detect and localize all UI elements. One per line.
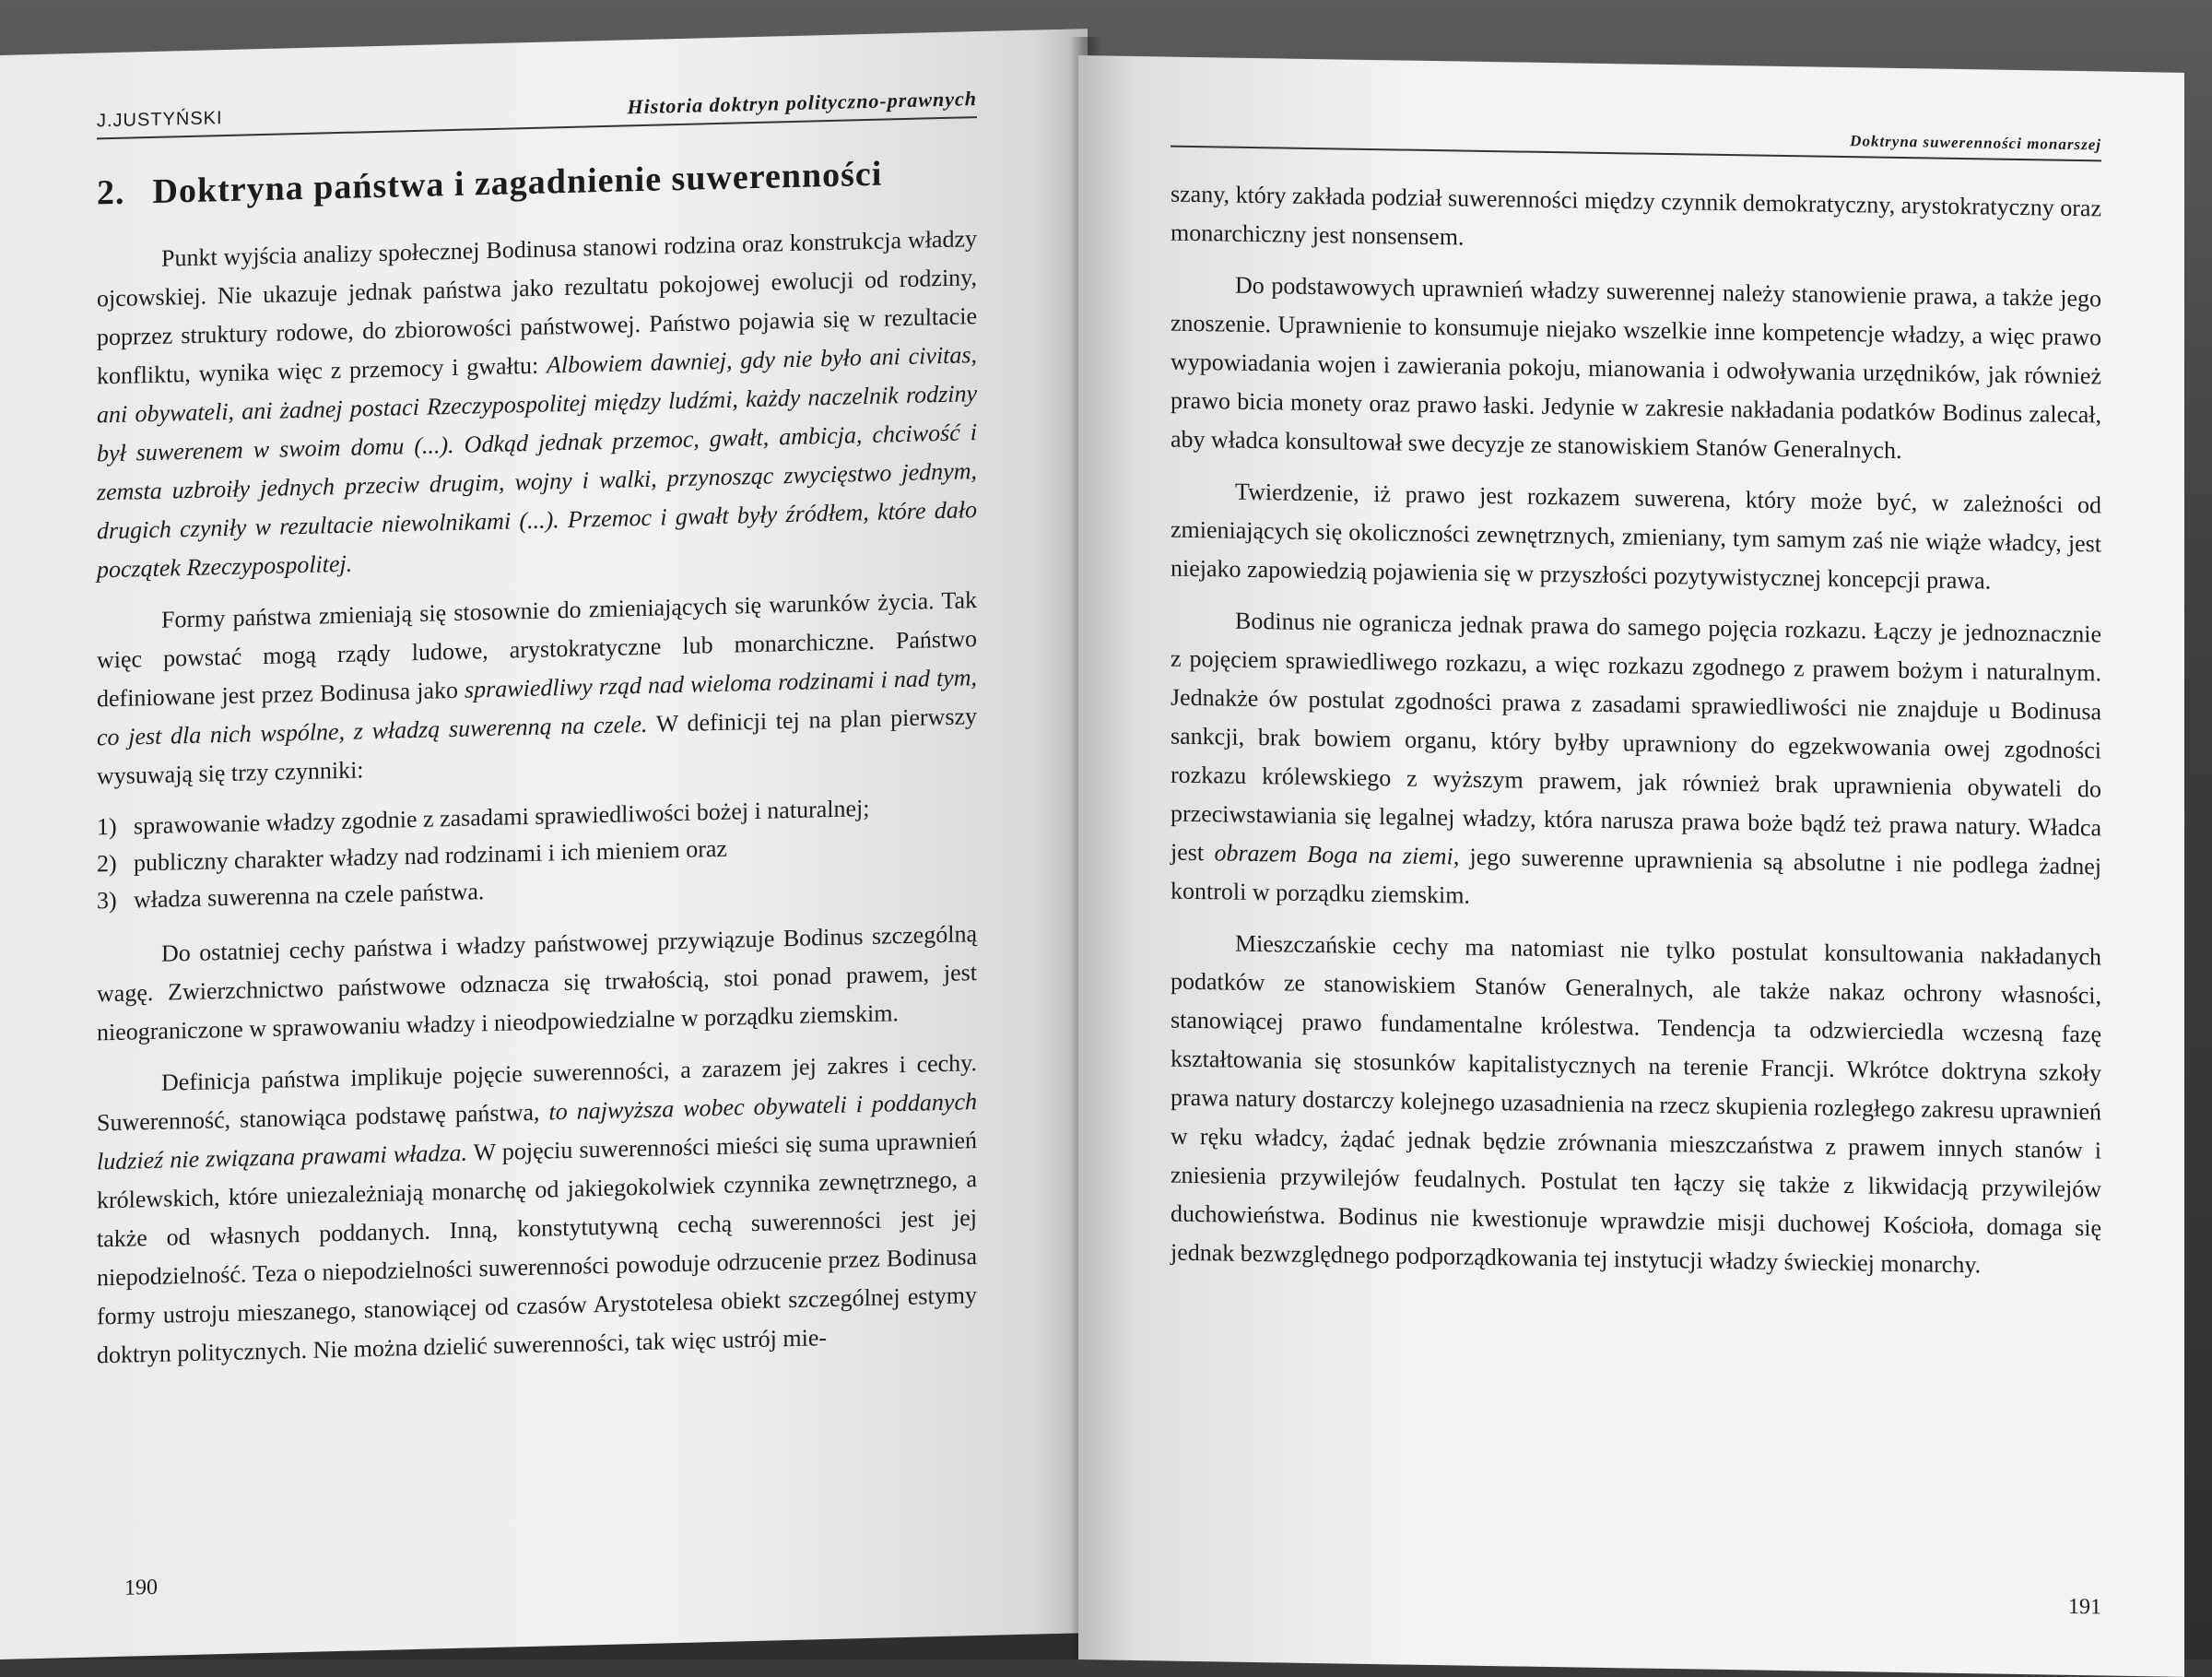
chapter-number: 2.	[97, 172, 125, 213]
page-number: 190	[124, 1575, 158, 1600]
open-book	[0, 37, 2212, 1659]
quotation: to najwyższa wobec obywateli i poddanych ludzieź nie związana prawami władza.	[97, 1088, 977, 1175]
paragraph	[1171, 924, 2101, 1287]
quotation: obrazem Boga na ziemi,	[1214, 839, 1460, 870]
author-name: J.JUSTYŃSKI	[97, 108, 223, 132]
chapter-title: Doktryna państwa i zagadnienie suwerenności	[152, 154, 883, 211]
paragraph-text: jego suwerenne uprawnienia są absolutne i nie podlega żadnej kontroli w porządku ziemskim.	[1171, 843, 2101, 909]
paragraph-text: Bodinus nie ogranicza jednak prawa do samego pojęcia rozkazu. Łączy je jednoznacznie z pojęciem sprawiedliwego rozkazu, a więc rozkazu zgodnego z prawem bożym i naturalnym. Jednakże ów postulat zgodności prawa z zasadami sprawiedliwości nie znajduje u Bodinusa sankcji, brak bowiem organu, który byłby uprawniony do egzekwowania owej zgodności rozkazu królewskiego z wyższym prawem, jak również brak uprawnienia obywateli do przeciwstawiania się legalnej władzy, która narusza prawa boże bądź też prawa natury. Władca jest	[1171, 607, 2101, 867]
list-item-text: władza suwerenna na czele państwa.	[134, 878, 485, 914]
book-title: Historia doktryn polityczno-prawnych	[627, 87, 977, 119]
paragraph-text: W pojęciu suwerenności mieści się suma uprawnień królewskich, które uniezależniają monarchę od jakiegokolwiek czynnika zewnętrznego, a także od własnych poddanych. Inną, konstytutywną cechą suwerenności jest jej niepodzielność. Teza o niepodzielności suwerenności powoduje odrzucenie przez Bodinusa formy ustroju mieszanego, stanowiącej od czasów Arystotelesa obiekt szczególnej estymy doktryn politycznych. Nie można dzielić suwerenności, tak więc ustrój mie-	[97, 1127, 977, 1369]
list-marker: 3)	[97, 886, 117, 915]
paragraph	[1171, 601, 2101, 926]
quotation: sprawiedliwy rząd nad wieloma rodzinami i nad tym, co jest dla nich wspólne, z władzą suwerenną na czele.	[97, 664, 978, 751]
paragraph-text: Definicja państwa implikuje pojęcie suwerenności, a zarazem jej zakres i cechy. Suwerenność, stanowiąca podstawę państwa,	[97, 1049, 977, 1137]
paragraph-text: W definicji tej na plan pierwszy wysuwają się trzy czynniki:	[97, 703, 977, 790]
paragraph-text: Do podstawowych uprawnień władzy suwerennej należy stanowienie prawa, a także jego znoszenie. Uprawnienie to konsumuje niejako wszelkie inne kompetencje władzy, a więc prawo wypowiadania wojen i zawierania pokoju, mianowania i odwoływania urzędników, jak również prawo bicia monety oraz prawo łaski. Jedynie w zakresie nakładania podatków Bodinus zalecał, aby władca konsultował swe decyzje ze stanowiskiem Stanów Generalnych.	[1171, 271, 2101, 465]
list-item-text: sprawowanie władzy zgodnie z zasadami sprawiedliwości bożej i naturalnej;	[134, 794, 870, 840]
paragraph-text: szany, który zakłada podział suwerenności między czynnik demokratyczny, arystokratyczny oraz monarchiczny jest nonsensem.	[1171, 180, 2101, 251]
paragraph	[97, 915, 977, 1052]
paragraph-text: Do ostatniej cechy państwa i władzy państwowej przywiązuje Bodinus szczególną wagę. Zwierzchnictwo państwowe odznacza się trwałością, stoi ponad prawem, jest nieograniczone w sprawowaniu władzy i nieodpowiedzialne w porządku ziemskim.	[97, 920, 977, 1046]
paragraph	[97, 581, 977, 796]
list-marker: 1)	[97, 812, 117, 841]
paragraph-text: Mieszczańskie cechy ma natomiast nie tylko postulat konsultowania nakładanych podatków ze stanowiskiem Stanów Generalnych, ale także nakaz ochrony własności, stanowiącej prawo fundamentalne królestwa. Tendencja ta odzwierciedla wczesną fazę kształtowania się stosunków kapitalistycznych na terenie Francji. Wkrótce doktryna szkoły prawa natury dostarczy kolejnego uzasadnienia na rzecz skupienia rozległego zakresu uprawnień w ręku władcy, żądać jednak będzie zrównania mieszczaństwa z prawem innych stanów i zniesienia przywilejów feudalnych. Postulat ten łączy się także z likwidacją przywilejów duchowieństwa. Bodinus nie kwestionuje wprawdzie misji duchowej Kościoła, domaga się jednak bezwzględnego podporządkowania tej instytucji władzy świeckiej monarchy.	[1171, 929, 2101, 1279]
list-item-text: publiczny charakter władzy nad rodzinami i ich mieniem oraz	[134, 834, 727, 877]
paragraph	[97, 1044, 977, 1375]
left-page	[0, 29, 1088, 1659]
list-marker: 2)	[97, 849, 117, 878]
paragraph-text: Formy państwa zmieniają się stosownie do zmieniających się warunków życia. Tak więc powstać mogą rządy ludowe, arystokratyczne lub monarchiczne. Państwo definiowane jest przez Bodinusa jako	[97, 586, 977, 713]
paragraph	[1171, 266, 2101, 474]
running-head-right	[1171, 122, 2101, 162]
paragraph	[97, 219, 977, 589]
paragraph	[1171, 472, 2101, 603]
chapter-heading	[97, 151, 977, 213]
paragraph-text: Punkt wyjścia analizy społecznej Bodinusa stanowi rodzina oraz konstrukcja władzy ojcowskiej. Nie ukazuje jednak państwa jako rezultatu pokojowej ewolucji od rodziny, poprzez struktury rodowe, do zbiorowości państwowej. Państwo pojawia się w rezultacie konfliktu, wynika więc z przemocy i gwałtu:	[97, 225, 977, 390]
right-page	[1078, 55, 2184, 1677]
page-number: 191	[2068, 1594, 2101, 1620]
paragraph	[1171, 175, 2101, 267]
factor-list	[97, 787, 977, 919]
quotation: Albowiem dawniej, gdy nie było ani civitas, ani obywateli, ani żadnej postaci Rzeczypospolitej między ludźmi, każdy naczelnik rodziny był suwerenem w swoim domu (...). Odkąd jednak przemoc, gwałt, ambicja, chciwość i zemsta uzbroiły jednych przeciw drugim, wojny i walki, przynosząc zwycięstwo jednym, drugich czyniły w rezultacie niewolnikami (...). Przemoc i gwałt były źródłem, które dało początek Rzeczypospolitej.	[97, 341, 978, 584]
paragraph-text: Twierdzenie, iż prawo jest rozkazem suwerena, który może być, w zależności od zmieniających się okoliczności zewnętrznych, zmieniany, tym samym zaś nie wiąże władcy, jest niejako zapowiedzią pojawienia się w przyszłości pozytywistycznej koncepcji prawa.	[1171, 478, 2101, 595]
section-title: Doktryna suwerenności monarszej	[1850, 132, 2101, 154]
running-head-left	[97, 87, 977, 139]
